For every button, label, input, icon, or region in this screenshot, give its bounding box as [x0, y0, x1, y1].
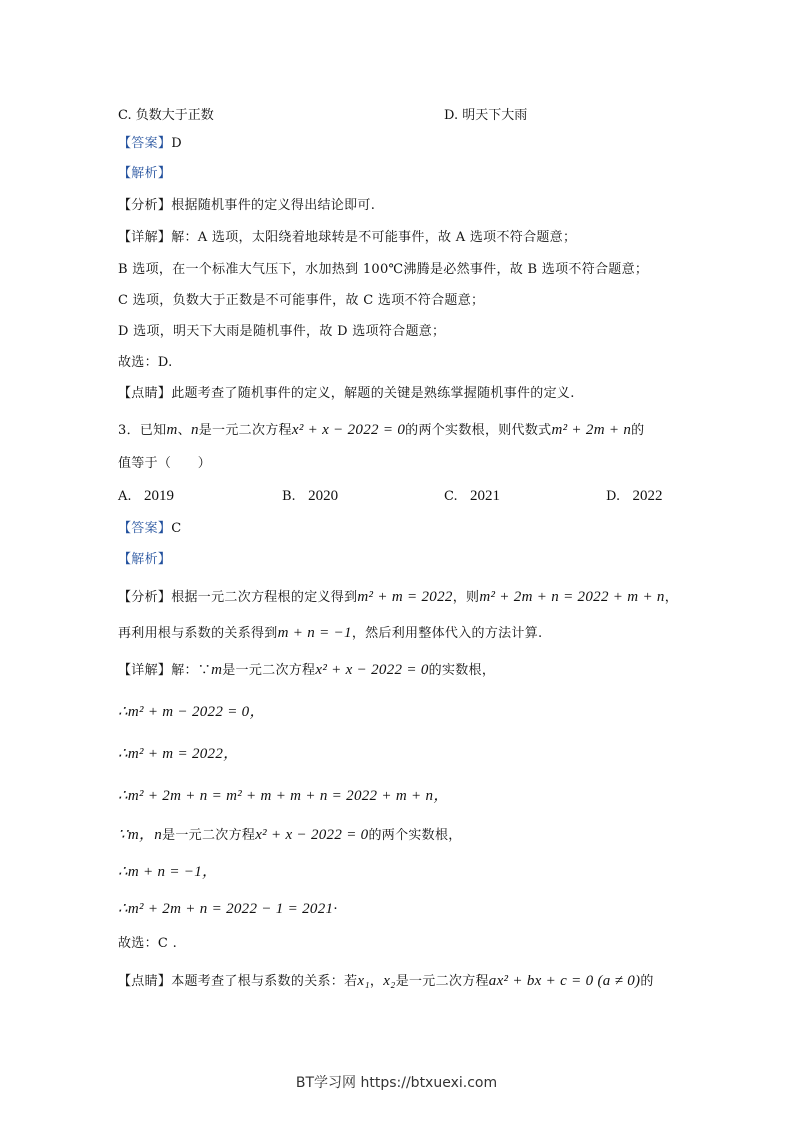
analysis-tag: 【解析】 [118, 166, 172, 181]
q3-dianjing-line [118, 973, 654, 990]
q3-step4-b: 是一元二次方程 [162, 828, 256, 843]
xiangjie-line [118, 230, 576, 246]
q3-end: 的 [631, 423, 645, 438]
fenxi-line [118, 198, 375, 214]
q3-fenxi-line [118, 589, 678, 606]
q3-answer-value: C [171, 521, 182, 536]
xiangjie-text: 解：A 选项，太阳绕着地球转是不可能事件，故 A 选项不符合题意； [171, 230, 577, 245]
fenxi-tag: 【分析】 [118, 198, 172, 213]
q3-dianjing-tag: 【点睛】 [118, 974, 172, 989]
q3-option-a [118, 488, 174, 505]
choose-line: 故选：D. [118, 355, 173, 370]
q3-step5: ∴m + n = −1， [118, 864, 218, 880]
q3-step4-c: 的两个实数根， [368, 828, 462, 843]
line-c: C 选项，负数大于正数是不可能事件，故 C 选项不符合题意； [118, 293, 485, 308]
q3-dianjing-a: 本题考查了根与系数的关系：若 [171, 974, 358, 989]
q3-n: n [190, 422, 199, 438]
q3-stem [118, 422, 644, 439]
q3-step4 [118, 827, 462, 844]
q3-fenxi-line2 [118, 625, 542, 642]
option-d: D. 明天下大雨 [444, 108, 528, 123]
q3-xiangjie-tag: 【详解】 [118, 663, 172, 678]
answer-tag: 【答案】 [118, 136, 172, 151]
q3-fenxi-eq1: m² + m = 2022 [357, 589, 453, 605]
answer-value: D [171, 136, 182, 151]
xiangjie-tag: 【详解】 [118, 230, 172, 245]
q3-mid: 是一元二次方程 [198, 423, 292, 438]
q3-dianjing-eq: ax² + bx + c = 0 (a ≠ 0) [488, 973, 641, 989]
q3-mid2: 的两个实数根，则代数式 [405, 423, 552, 438]
q3-dianjing-c: 的 [640, 974, 654, 989]
answer-line [118, 136, 182, 152]
q3-step2: ∴m² + m = 2022， [118, 746, 239, 762]
option-c: C. 负数大于正数 [118, 108, 214, 123]
option-value: 2020 [308, 488, 339, 504]
q3-fenxi-b: ，则 [452, 590, 480, 605]
q3-step3: ∴m² + 2m + n = m² + m + m + n = 2022 + m + n， [118, 788, 449, 804]
q3-sep: 、 [177, 423, 191, 438]
q3-fenxi-a: 根据一元二次方程根的定义得到 [171, 590, 358, 605]
q3-xiangjie-c: 的实数根， [428, 663, 496, 678]
q3-fenxi-line2-a: 再利用根与系数的关系得到 [118, 626, 278, 641]
q3-step6: ∴m² + 2m + n = 2022 − 1 = 2021· [118, 901, 338, 917]
q3-xiangjie-a: 解：∵ [171, 663, 212, 678]
q3-stem-line2: 值等于（ ） [118, 456, 212, 471]
q3-expression: m² + 2m + n [551, 422, 632, 438]
q3-xiangjie-eq: x² + x − 2022 = 0 [315, 662, 429, 678]
q3-option-c [444, 488, 500, 505]
q3-fenxi-c: ， [664, 590, 679, 605]
q3-xiangjie-line [118, 662, 495, 679]
q3-option-b [282, 488, 338, 505]
q3-fenxi-eq3: m + n = −1 [277, 625, 352, 641]
fenxi-text: 根据随机事件的定义得出结论即可. [171, 198, 376, 213]
option-value: 2022 [632, 488, 663, 504]
q3-dianjing-x2: x₂ [383, 973, 396, 989]
q3-analysis-tag: 【解析】 [118, 552, 172, 567]
option-value: 2019 [143, 488, 174, 504]
q3-answer-tag: 【答案】 [118, 521, 172, 536]
q3-answer-line [118, 521, 181, 537]
option-letter: A. [118, 489, 132, 504]
option-letter: D. [606, 489, 621, 504]
q3-xiangjie-m: m [211, 662, 223, 678]
option-letter: B. [282, 489, 296, 504]
q3-fenxi-line2-b: ，然后利用整体代入的方法计算. [351, 626, 543, 641]
q3-xiangjie-b: 是一元二次方程 [222, 663, 316, 678]
q3-step4-a: ∵m，n [118, 827, 163, 843]
q3-step4-eq: x² + x − 2022 = 0 [255, 827, 369, 843]
dianjing-line [118, 386, 575, 402]
q3-equation: x² + x − 2022 = 0 [291, 422, 406, 438]
q3-prefix: 3．已知 [118, 423, 167, 438]
q3-m: m [166, 422, 178, 438]
q3-dianjing-b: 是一元二次方程 [395, 974, 489, 989]
line-b: B 选项，在一个标准大气压下，水加热到 100℃沸腾是必然事件，故 B 选项不符合题意； [118, 262, 649, 277]
q3-step1: ∴m² + m − 2022 = 0， [118, 704, 265, 720]
option-value: 2021 [470, 488, 501, 504]
line-d: D 选项，明天下大雨是随机事件，故 D 选项符合题意； [118, 324, 446, 339]
q3-option-d [606, 488, 663, 505]
option-letter: C. [444, 489, 458, 504]
q3-dianjing-comma: ， [369, 974, 384, 989]
q3-choose: 故选：C . [118, 936, 178, 951]
q3-fenxi-eq2: m² + 2m + n = 2022 + m + n [479, 589, 665, 605]
q3-fenxi-tag: 【分析】 [118, 590, 172, 605]
q3-dianjing-x1: x₁ [357, 973, 370, 989]
dianjing-tag: 【点睛】 [118, 386, 172, 401]
dianjing-text: 此题考查了随机事件的定义，解题的关键是熟练掌握随机事件的定义. [171, 386, 575, 401]
footer-watermark: BT学习网 https://btxuexi.com [295, 1075, 498, 1091]
